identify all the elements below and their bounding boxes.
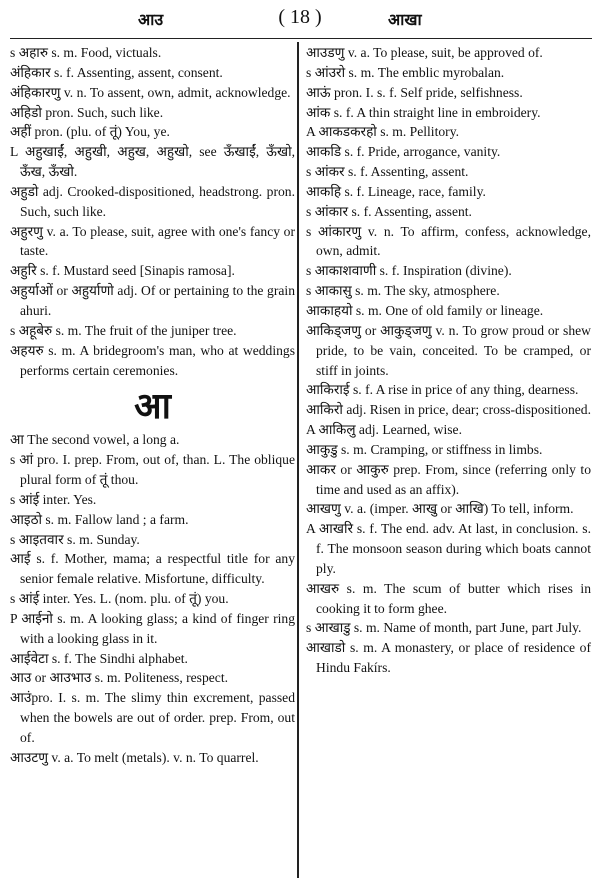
dictionary-entry: आउ or आउभाउ s. m. Politeness, respect.: [10, 670, 229, 686]
dictionary-entry: आऊं pron. I. s. f. Self pride, selfishness.: [306, 84, 523, 100]
section-heading: आ: [134, 386, 171, 427]
dictionary-entry: अहिडो pron. Such, such like.: [10, 104, 164, 120]
dictionary-entry: s आंई inter. Yes.: [10, 491, 97, 507]
dictionary-entry: आ The second vowel, a long a.: [10, 432, 180, 448]
dictionary-entry: आकर or आकुरु prep. From, since (referring only to time and used as an affix).: [306, 461, 591, 497]
dictionary-entry: s आखाडु s. m. Name of month, part June, part July.: [306, 620, 582, 636]
right-column: [306, 43, 591, 678]
dictionary-entry: s आंकार s. f. Assenting, assent.: [306, 203, 472, 219]
dictionary-entry: A आकडकरहो s. m. Pellitory.: [306, 124, 460, 140]
left-column: [10, 43, 295, 768]
dictionary-entry: अहीं pron. (plu. of तूं) You, ye.: [10, 124, 170, 140]
page-header: [0, 0, 600, 38]
dictionary-entry: s अहारु s. m. Food, victuals.: [10, 45, 162, 60]
dictionary-entry: अंहिकारणु v. n. To assent, own, admit, acknowledge.: [10, 84, 291, 100]
dictionary-entry: s आंई inter. Yes. L. (nom. plu. of तूं) you.: [10, 591, 229, 607]
dictionary-entry: s आंकर s. f. Assenting, assent.: [306, 164, 469, 180]
dictionary-entry: s आं pro. I. prep. From, out of, than. L. The oblique plural form of तूं thou.: [10, 452, 295, 488]
dictionary-entry: आकिराई s. f. A rise in price of any thing, dearness.: [306, 382, 579, 398]
column-divider: [297, 42, 299, 878]
dictionary-entry: अहुरणु v. a. To please, suit, agree with one's fancy or taste.: [10, 223, 295, 259]
dictionary-entry: अहयरु s. m. A bridegroom's man, who at weddings performs certain ceremonies.: [10, 342, 295, 378]
dictionary-entry: अंहिकार s. f. Assenting, assent, consent.: [10, 64, 223, 80]
dictionary-entry: आखरु s. m. The scum of butter which rises in cooking it to form ghee.: [306, 580, 591, 616]
dictionary-entry: आइठो s. m. Fallow land ; a farm.: [10, 511, 189, 527]
dictionary-entry: आकुडु s. m. Cramping, or stiffness in limbs.: [306, 441, 543, 457]
dictionary-entry: आंक s. f. A thin straight line in embroidery.: [306, 104, 541, 120]
dictionary-entry: s आइतवार s. m. Sunday.: [10, 531, 140, 547]
dictionary-entry: आउटणु v. a. To melt (metals). v. n. To quarrel.: [10, 749, 259, 765]
dictionary-entry: आखाडो s. m. A monastery, or place of residence of Hindu Fakírs.: [306, 640, 591, 676]
dictionary-entry: अहुर्याओं or अहुर्याणो adj. Of or pertaining to the grain ahuri.: [10, 283, 295, 318]
dictionary-entry: आउंpro. I. s. m. The slimy thin excrement, passed when the bowels are out of order. prep. From, out of.: [10, 690, 295, 745]
left-entries-bottom: [10, 430, 295, 767]
left-entries-top: [10, 43, 295, 380]
header-left-guide-word: आउ: [138, 12, 164, 29]
dictionary-entry: अहुडो adj. Crooked-dispositioned, headstrong. pron. Such, such like.: [10, 183, 295, 219]
dictionary-entry: s आकासु s. m. The sky, atmosphere.: [306, 283, 500, 299]
dictionary-entry: s आकाशवाणी s. f. Inspiration (divine).: [306, 263, 512, 279]
dictionary-entry: आकिड्जणु or आकुड्जणु v. n. To grow proud or shew pride, to be vain, conceited. To be cramped, or stiff in joints.: [306, 322, 591, 378]
dictionary-entry: आईवेटा s. f. The Sindhi alphabet.: [10, 650, 188, 666]
dictionary-entry: s आंकारणु v. n. To affirm, confess, acknowledge, own, admit.: [306, 223, 591, 259]
dictionary-entry: आकहि s. f. Lineage, race, family.: [306, 183, 486, 199]
dictionary-entry: आकिरो adj. Risen in price, dear; cross-dispositioned.: [306, 402, 591, 418]
dictionary-entry: अहुरि s. f. Mustard seed [Sinapis ramosa].: [10, 263, 235, 279]
header-right-guide-word: आखा: [388, 12, 422, 29]
dictionary-entry: आकाहयो s. m. One of old family or lineage.: [306, 302, 544, 318]
dictionary-entry: L अहुखाईं, अहुखी, अहुख, अहुखो, see ऊँखाईं, ऊँखो, ऊँख, ऊँखो.: [10, 144, 295, 180]
dictionary-entry: आउडणु v. a. To please, suit, be approved of.: [306, 45, 543, 60]
dictionary-entry: आई s. f. Mother, mama; a respectful title for any senior female relative. Misfortune, difficulty.: [10, 551, 295, 587]
dictionary-entry: आखणु v. a. (imper. आखु or आखि) To tell, inform.: [306, 501, 574, 517]
dictionary-entry: आकडि s. f. Pride, arrogance, vanity.: [306, 144, 501, 160]
dictionary-entry: s आंउरो s. m. The emblic myrobalan.: [306, 64, 505, 80]
dictionary-entry: A आकिलु adj. Learned, wise.: [306, 422, 462, 438]
dictionary-entry: A आखरि s. f. The end. adv. At last, in conclusion. s. f. The monsoon season during which boats cannot ply.: [306, 521, 591, 576]
dictionary-entry: s अहूबेरु s. m. The fruit of the juniper tree.: [10, 322, 237, 338]
dictionary-entry: P आईनो s. m. A looking glass; a kind of finger ring with a looking glass in it.: [10, 610, 295, 646]
header-rule: [10, 38, 592, 39]
right-entries: [306, 43, 591, 678]
page-number: ( 18 ): [278, 6, 322, 28]
